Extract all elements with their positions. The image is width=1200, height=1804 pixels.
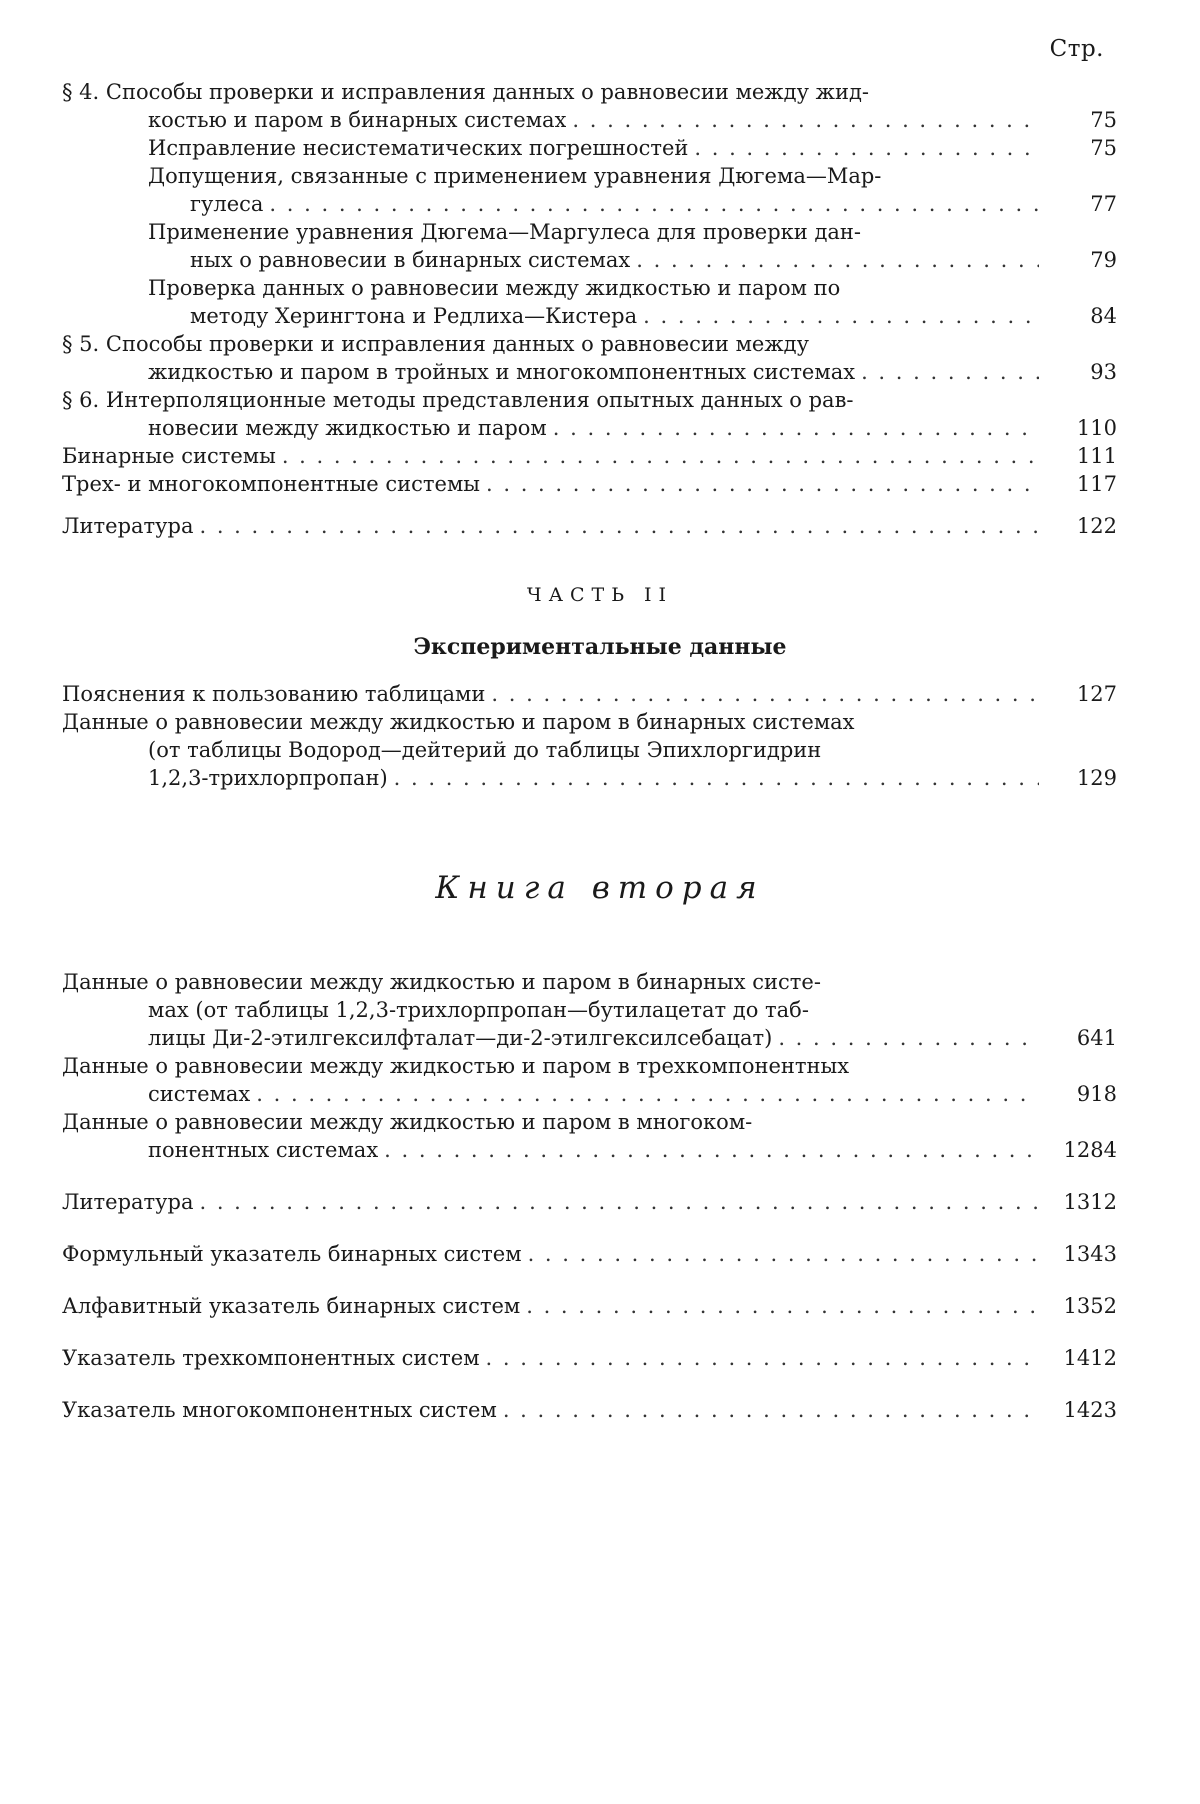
dot-leader (520, 1292, 1039, 1320)
toc-page-number: 93 (1090, 360, 1117, 384)
toc-entry-text: Бинарные системы (62, 444, 276, 468)
toc-page-number: 110 (1076, 416, 1117, 440)
toc-entry-text: Алфавитный указатель бинарных систем (62, 1294, 521, 1318)
toc-entry-text: Данные о равновесии между жидкостью и паром в трехкомпонентных (62, 1054, 850, 1078)
spacer (62, 1268, 1117, 1292)
toc-entry-literature (62, 512, 1117, 540)
toc-entry-text: мах (от таблицы 1,2,3-трихлорпропан—бутилацетат до таб- (148, 998, 809, 1022)
toc-entry (62, 162, 1117, 218)
toc-page-number: 117 (1076, 472, 1117, 496)
toc-entry-index (62, 1344, 1117, 1372)
toc-entry-text: Исправление несистематических погрешностей (148, 136, 689, 160)
toc-entry-text: (от таблицы Водород—дейтерий до таблицы Эпихлоргидрин (148, 738, 822, 762)
toc-page-number: 1312 (1063, 1190, 1117, 1214)
toc-entry-text: Литература (62, 1190, 194, 1214)
toc-entry-text: костью и паром в бинарных системах (148, 108, 567, 132)
toc-entry-text: Проверка данных о равновесии между жидкостью и паром по (148, 276, 841, 300)
toc-entry-text: лицы Ди-2-этилгексилфталат—ди-2-этилгексилсебацат) (148, 1026, 773, 1050)
dot-leader (566, 106, 1039, 134)
dot-leader (263, 190, 1039, 218)
spacer (62, 1216, 1117, 1240)
toc-page-number: 1284 (1063, 1138, 1117, 1162)
toc-entry-index (62, 1292, 1117, 1320)
toc-section-part2 (62, 680, 1117, 792)
toc-entry-text: 1,2,3-трихлорпропан) (148, 766, 388, 790)
toc-entry-text: Литература (62, 514, 194, 538)
toc-entry-index (62, 1240, 1117, 1268)
toc-page-number: 1352 (1063, 1294, 1117, 1318)
spacer (62, 1164, 1117, 1188)
toc-entry-text: Указатель трехкомпонентных систем (62, 1346, 480, 1370)
dot-leader (688, 134, 1039, 162)
toc-page-number: 84 (1090, 304, 1117, 328)
toc-entry-text: § 4. Способы проверки и исправления данных о равновесии между жид- (62, 80, 869, 104)
toc-section-part1 (62, 78, 1117, 540)
toc-entry-text: Данные о равновесии между жидкостью и паром в бинарных системах (62, 710, 855, 734)
toc-entry-text: новесии между жидкостью и паром (148, 416, 547, 440)
toc-entry-text: ных о равновесии в бинарных системах (190, 248, 631, 272)
dot-leader (630, 246, 1039, 274)
toc-entry (62, 134, 1117, 162)
toc-page-number: 1343 (1063, 1242, 1117, 1266)
toc-entry-text: Допущения, связанные с применением уравнения Дюгема—Мар- (148, 164, 882, 188)
dot-leader (522, 1240, 1039, 1268)
toc-page-number: 641 (1076, 1026, 1117, 1050)
toc-entry-text: понентных системах (148, 1138, 379, 1162)
toc-entry (62, 386, 1117, 442)
toc-section-book2 (62, 968, 1117, 1424)
book-title: Книга вторая (435, 870, 765, 906)
dot-leader (388, 764, 1039, 792)
toc-entry (62, 442, 1117, 470)
toc-entry-text: Данные о равновесии между жидкостью и паром в бинарных систе- (62, 970, 821, 994)
toc-page-number: 75 (1090, 136, 1117, 160)
toc-entry-text: Применение уравнения Дюгема—Маргулеса для проверки дан- (148, 220, 862, 244)
page-column-header: Стр. (1049, 36, 1104, 62)
part-title: Экспериментальные данные (413, 634, 787, 660)
toc-entry-literature (62, 1188, 1117, 1216)
dot-leader (480, 1344, 1039, 1372)
dot-leader (772, 1024, 1039, 1052)
toc-entry (62, 274, 1117, 330)
toc-entry-text: § 5. Способы проверки и исправления данных о равновесии между (62, 332, 809, 356)
toc-page-number: 1423 (1063, 1398, 1117, 1422)
toc-page-number: 127 (1076, 682, 1117, 706)
dot-leader (637, 302, 1039, 330)
toc-entry (62, 218, 1117, 274)
dot-leader (378, 1136, 1039, 1164)
dot-leader (547, 414, 1039, 442)
toc-page-number: 122 (1076, 514, 1117, 538)
toc-entry (62, 1108, 1117, 1164)
part-label: ЧАСТЬ II (526, 584, 674, 606)
toc-entry (62, 680, 1117, 708)
toc-entry (62, 1052, 1117, 1108)
toc-entry-text: Формульный указатель бинарных систем (62, 1242, 522, 1266)
toc-entry-text: методу Херингтона и Редлиха—Кистера (190, 304, 638, 328)
dot-leader (193, 1188, 1039, 1216)
toc-entry-text: Трех- и многокомпонентные системы (62, 472, 480, 496)
toc-page-number: 918 (1076, 1082, 1117, 1106)
spacer (62, 1320, 1117, 1344)
toc-entry (62, 330, 1117, 386)
toc-page-number: 129 (1076, 766, 1117, 790)
toc-entry-text: § 6. Интерполяционные методы представления опытных данных о рав- (62, 388, 854, 412)
toc-entry-text: Пояснения к пользованию таблицами (62, 682, 486, 706)
toc-entry-text: системах (148, 1082, 251, 1106)
toc-entry-text: жидкостью и паром в тройных и многокомпонентных системах (148, 360, 856, 384)
toc-entry-text: гулеса (190, 192, 264, 216)
spacer (62, 498, 1117, 512)
dot-leader (193, 512, 1039, 540)
toc-page-number: 111 (1076, 444, 1117, 468)
toc-entry-text: Указатель многокомпонентных систем (62, 1398, 497, 1422)
toc-entry (62, 968, 1117, 1052)
dot-leader (497, 1396, 1039, 1424)
dot-leader (480, 470, 1039, 498)
dot-leader (250, 1080, 1039, 1108)
toc-page-number: 79 (1090, 248, 1117, 272)
toc-entry-index (62, 1396, 1117, 1424)
dot-leader (276, 442, 1039, 470)
toc-entry (62, 78, 1117, 134)
spacer (62, 1372, 1117, 1396)
toc-page-number: 75 (1090, 108, 1117, 132)
toc-entry-text: Данные о равновесии между жидкостью и паром в многоком- (62, 1110, 753, 1134)
dot-leader (485, 680, 1039, 708)
toc-entry (62, 708, 1117, 792)
toc-entry (62, 470, 1117, 498)
toc-page-number: 77 (1090, 192, 1117, 216)
dot-leader (855, 358, 1039, 386)
toc-page-number: 1412 (1063, 1346, 1117, 1370)
